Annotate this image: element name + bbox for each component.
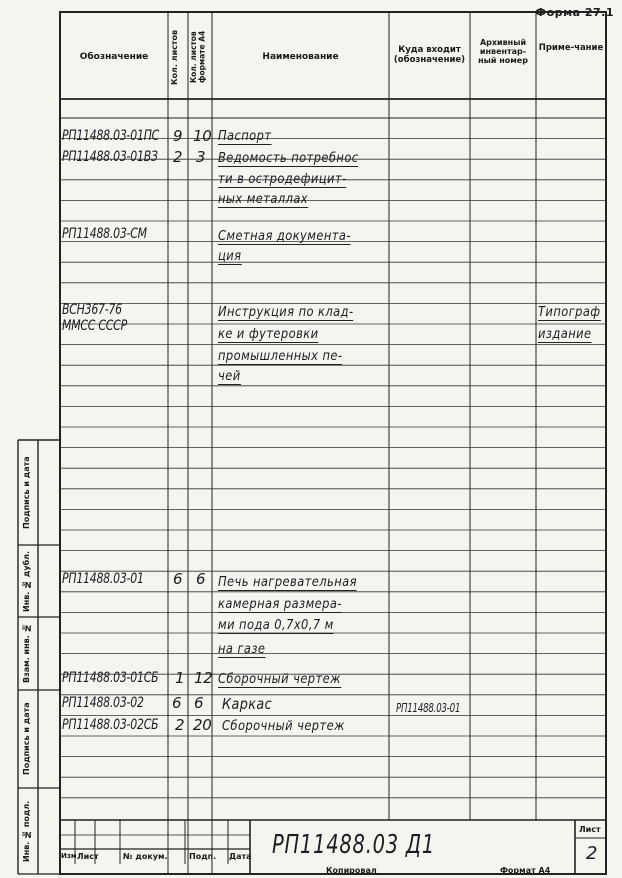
entry-name: Каркас	[222, 695, 273, 713]
entry-name: чей	[218, 368, 241, 384]
entry-sheets: 1	[175, 669, 185, 687]
entry-name: ми пода 0,7х0,7 м	[218, 617, 334, 633]
entry-name: Ведомость потребнос	[218, 150, 359, 166]
entry-name: Инструкция по клад-	[218, 304, 354, 320]
entry-code: РП11488.03-01	[62, 571, 144, 587]
side-label-replaced-inv: Взам. инв. №	[22, 623, 31, 684]
stamp-col-list: Лист	[77, 852, 99, 861]
entry-code: РП11488.03-СМ	[62, 226, 147, 242]
entry-code: ММСС СССР	[62, 318, 127, 334]
header-where-used: Куда входит (обозначение)	[393, 45, 466, 65]
entry-name: Сборочный чертеж	[218, 671, 341, 687]
entry-sheets: 6	[172, 694, 182, 712]
entry-sheets: 9	[173, 127, 183, 145]
entry-name: на газе	[218, 641, 266, 657]
side-label-sign-date: Подпись и дата	[22, 702, 31, 776]
entry-name: ных металлах	[218, 191, 309, 207]
side-label-inv-dubl: Инв. № дубл.	[22, 550, 31, 612]
stamp-sheet-label: Лист	[579, 825, 601, 834]
header-archive-no: Архивный инвентар-ный номер	[478, 38, 528, 66]
entry-name: Печь нагревательная	[218, 574, 357, 590]
entry-format: 6	[194, 694, 204, 712]
header-name: Наименование	[262, 52, 339, 62]
entry-code: РП11488.03-02	[62, 695, 144, 711]
entry-code: РП11488.03-01СБ	[62, 670, 159, 686]
stamp-doc-code: РП11488.03 Д1	[272, 830, 436, 860]
entry-format: 20	[193, 716, 212, 734]
entry-format: 10	[193, 127, 212, 145]
entry-name: камерная размера-	[218, 596, 342, 612]
stamp-sheet-number: 2	[586, 843, 598, 864]
entry-code: РП11488.03-02СБ	[62, 717, 159, 733]
entry-code: ВСН367-76	[62, 302, 122, 318]
header-sheets-count: Кол. листов	[170, 29, 179, 85]
footer-copied: Копировал	[326, 866, 377, 875]
entry-name: ке и футеровки	[218, 326, 319, 342]
entry-format: 12	[194, 669, 213, 687]
entry-note: издание	[538, 326, 592, 342]
entry-code: РП11488.03-01ПС	[62, 128, 160, 144]
form-number: Форма 27.1	[535, 6, 614, 19]
side-label-sign-date-2: Подпись и дата	[22, 456, 31, 529]
entry-sheets: 6	[173, 570, 183, 588]
entry-note: Типограф	[538, 304, 601, 320]
entry-format: 6	[196, 570, 206, 588]
entry-name: промышленных пе-	[218, 348, 343, 364]
entry-code: РП11488.03-01ВЗ	[62, 149, 158, 165]
entry-name: ция	[218, 248, 242, 264]
entry-format: 3	[196, 148, 206, 166]
header-note: Приме-чание	[538, 43, 604, 53]
stamp-col-izm: Изм	[61, 852, 77, 860]
entry-sheets: 2	[173, 148, 183, 166]
stamp-col-doc: № докум.	[123, 852, 168, 861]
stamp-col-date: Дата	[229, 852, 252, 861]
header-designation: Обозначение	[79, 52, 149, 62]
entry-name: Паспорт	[218, 128, 272, 144]
footer-format: Формат А4	[500, 866, 551, 875]
stamp-col-sign: Подп.	[189, 852, 217, 861]
entry-where-used: РП11488.03-01	[396, 701, 461, 715]
header-format-a4: Кол. листов формате А4	[189, 30, 207, 84]
entry-name: ти в остродефицит-	[218, 171, 347, 187]
side-label-inv-podl: Инв. № подл.	[22, 800, 31, 862]
entry-name: Сметная документа-	[218, 228, 351, 244]
entry-sheets: 2	[175, 716, 185, 734]
entry-name: Сборочный чертеж	[222, 718, 345, 734]
